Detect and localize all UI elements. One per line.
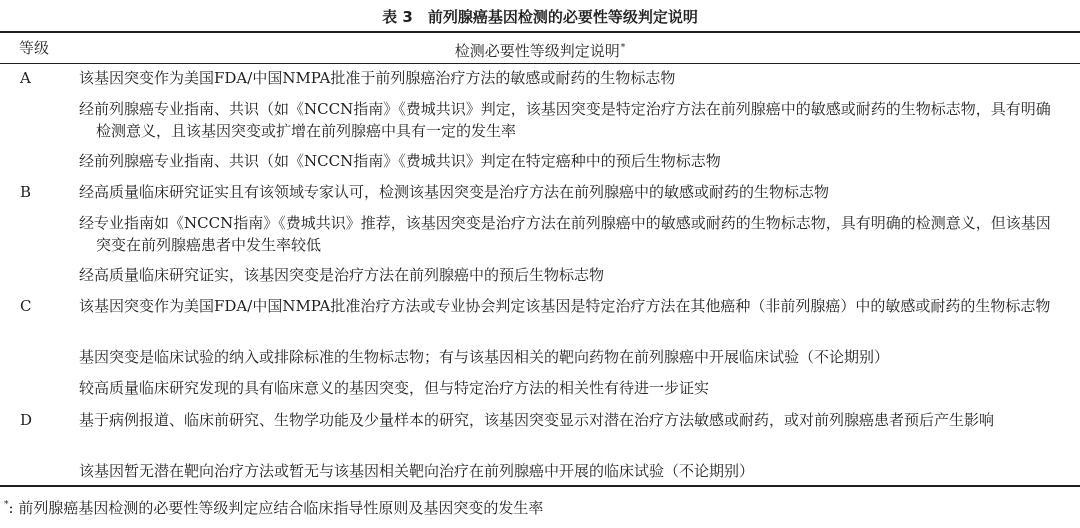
grade-a-item-1: 该基因突变作为美国FDA/中国NMPA批准于前列腺癌治疗方法的敏感或耐药的生物标志物 <box>79 69 676 87</box>
grade-d-item-2: 该基因暂无潜在靶向治疗方法或暂无与该基因相关靶向治疗在前列腺癌中开展的临床试验（不论期别） <box>79 462 755 480</box>
grade-d-label: D <box>20 411 33 429</box>
grade-c-item-3: 较高质量临床研究发现的具有临床意义的基因突变，但与特定治疗方法的相关性有待进一步证实 <box>79 379 710 397</box>
grade-b-item-3: 经高质量临床研究证实，该基因突变是治疗方法在前列腺癌中的预后生物标志物 <box>79 266 605 284</box>
grade-c-item-2: 基因突变是临床试验的纳入或排除标准的生物标志物；有与该基因相关的靶向药物在前列腺癌中开展临床试验（不论期别） <box>79 348 890 366</box>
grade-c-item-1: 该基因突变作为美国FDA/中国NMPA批准治疗方法或专业协会判定该基因是特定治疗方法在其他癌种（非前列腺癌）中的敏感或耐药的生物标志物 <box>79 297 1051 315</box>
footnote-text: : 前列腺癌基因检测的必要性等级判定应结合临床指导性原则及基因突变的发生率 <box>8 499 544 517</box>
grade-a-label: A <box>20 69 31 87</box>
header-rule <box>0 63 1080 64</box>
grade-d-item-1: 基于病例报道、临床前研究、生物学功能及少量样本的研究，该基因突变显示对潜在治疗方法敏感或耐药，或对前列腺癌患者预后产生影响 <box>79 411 995 429</box>
footnote-mark: * <box>4 500 9 510</box>
footnote <box>4 494 543 519</box>
grade-b-item-2: 经专业指南如《NCCN指南》《费城共识》推荐，该基因突变是治疗方法在前列腺癌中的敏感或耐药的生物标志物，具有明确的检测意义，但该基因突变在前列腺癌患者中发生率较低 <box>79 214 1051 254</box>
grade-a-item-2: 经前列腺癌专业指南、共识（如《NCCN指南》《费城共识》判定，该基因突变是特定治疗方法在前列腺癌中的敏感或耐药的生物标志物，具有明确检测意义，且该基因突变或扩增在前列腺癌中具有一定的发生率 <box>79 100 1051 140</box>
top-rule <box>0 31 1080 33</box>
grade-b-item-1: 经高质量临床研究证实且有该领域专家认可，检测该基因突变是治疗方法在前列腺癌中的敏感或耐药的生物标志物 <box>79 183 830 201</box>
grade-c-label: C <box>20 297 32 315</box>
header-level: 等级 <box>19 39 50 57</box>
header-footnote-mark: * <box>620 43 626 53</box>
grade-a-item-3: 经前列腺癌专业指南、共识（如《NCCN指南》《费城共识》判定在特定癌种中的预后生物标志物 <box>79 152 721 170</box>
header-description-text: 检测必要性等级判定说明 <box>454 42 620 60</box>
table-title: 表 3 前列腺癌基因检测的必要性等级判定说明 <box>382 8 698 26</box>
header-description <box>0 37 1080 62</box>
grade-b-label: B <box>20 183 32 201</box>
bottom-rule <box>0 485 1080 487</box>
